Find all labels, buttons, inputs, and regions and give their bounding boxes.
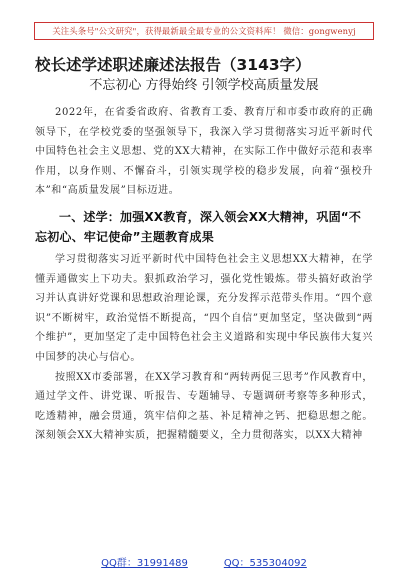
promo-banner-text: 关注头条号"公文研究"，获得最新最全最专业的公文资料库！ 微信：gongwenyj <box>52 26 356 36</box>
qq-contact-link[interactable]: QQ：535304092 <box>223 558 307 569</box>
footer-contacts <box>0 554 408 572</box>
paragraph-intro: 2022年，在省委省政府、省教育工委、教育厅和市委市政府的正确领导下，在学校党委的坚强领导下，我深入学习贯彻落实习近平新时代中国特色社会主义思想、党的XX大精神，在实际工作中做好示范和表率作用，以身作则、不懈奋斗，引领实现学校的稳步发展，向着“强校升本”和“高质量发展”目标迈进。 <box>35 107 373 197</box>
page-subtitle: 不忘初心 方得始终 引领学校高质量发展 <box>89 78 319 93</box>
paragraph-3: 按照XX市委部署，在XX学习教育和“两转两促三思考”作风教育中，通过学文件、讲党课、听报告、专题辅导、专题调研考察等多种形式，吃透精神，融会贯通，筑牢信仰之基、补足精神之钙、把稳思想之舵。深刻领会XX大精神实质，把握精髓要义，全力贯彻落实，以XX大精神 <box>35 371 373 442</box>
qq-group-link[interactable]: QQ群：31991489 <box>101 558 188 569</box>
promo-banner <box>34 22 374 40</box>
document-body <box>35 55 373 446</box>
page-title: 校长述学述职述廉述法报告（3143字） <box>35 56 311 74</box>
section-heading-1: 一、述学：加强XX教育，深入领会XX大精神，巩固“不忘初心、牢记使命”主题教育成果 <box>35 209 362 244</box>
paragraph-2: 学习贯彻落实习近平新时代中国特色社会主义思想XX大精神，在学懂弄通做实上下功夫。狠抓政治学习，强化党性锻炼。带头搞好政治学习并认真讲好党课和思想政治理论课，充分发挥示范带头作用。“四个意识”不断树牢，政治觉悟不断提高，“四个自信”更加坚定，坚决做到“两个维护”，更加坚定了走中国特色社会主义道路和实现中华民族伟大复兴中国梦的决心与信心。 <box>35 253 373 363</box>
